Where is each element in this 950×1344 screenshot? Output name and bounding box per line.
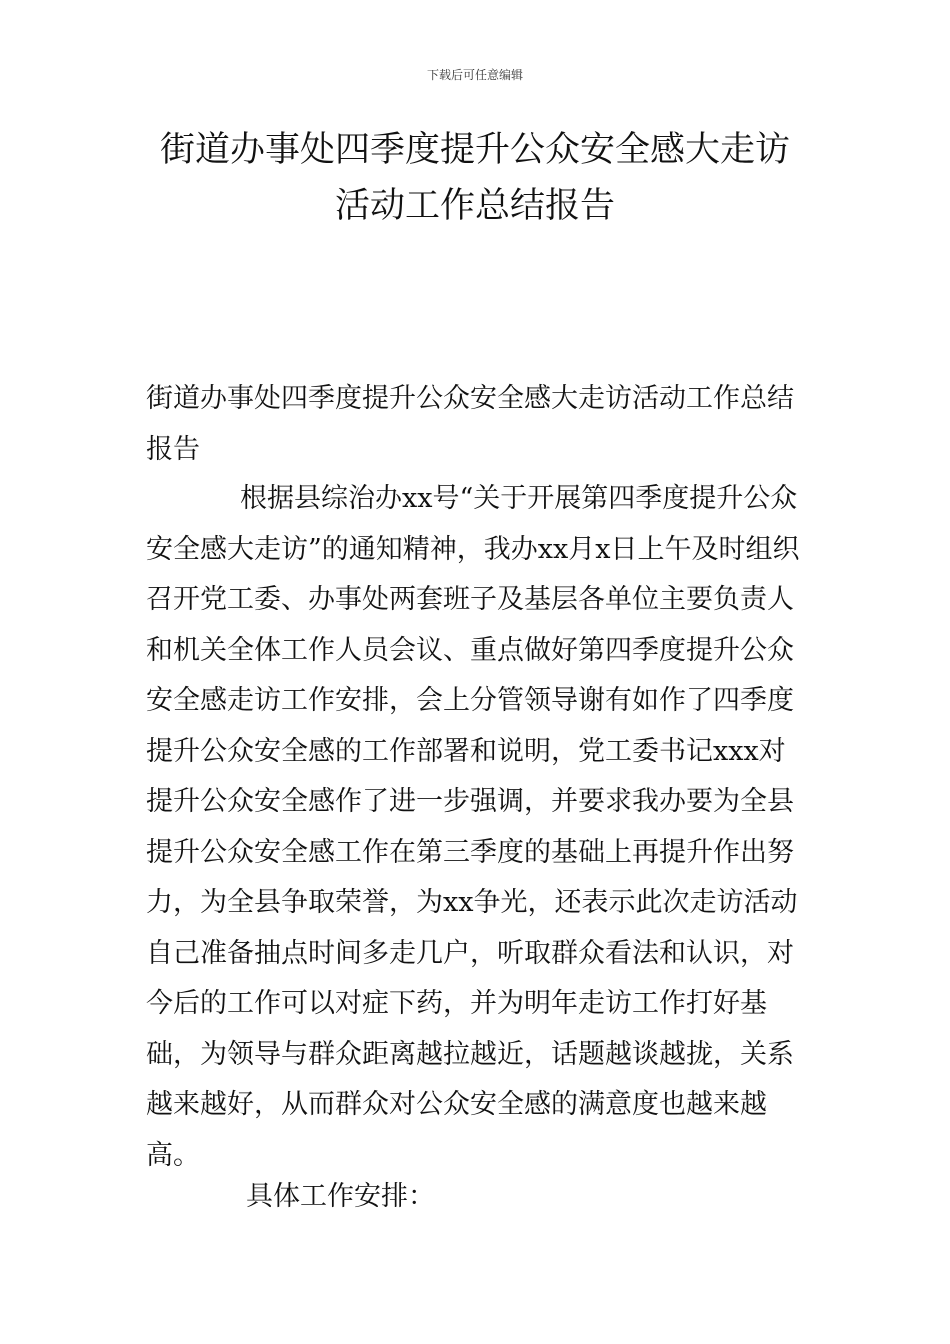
header-note: 下载后可任意编辑	[426, 68, 523, 82]
repeated-title-paragraph: 街道办事处四季度提升公众安全感大走访活动工作总结报告	[146, 383, 794, 465]
document-title: 街道办事处四季度提升公众安全感大走访活动工作总结报告	[159, 130, 790, 226]
section-subheading: 具体工作安排：	[246, 1181, 435, 1212]
main-paragraph: 根据县综治办xx号“关于开展第四季度提升公众安全感大走访”的通知精神，我办xx月x日上午及时组织召开党工委、办事处两套班子及基层各单位主要负责人和机关全体工作人员会议、重点做好第四季度提升公众安全感走访工作安排，会上分管领导谢有如作了四季度提升公众安全感的工作部署和说明，党工委书记xxx对提升公众安全感作了进一步强调，并要求我办要为全县提升公众安全感工作在第三季度的基础上再提升作出努力，为全县争取荣誉，为xx争光，还表示此次走访活动自己准备抽点时间多走几户，听取群众看法和认识，对今后的工作可以对症下药，并为明年走访工作打好基础，为领导与群众距离越拉越近，话题越谈越拢，关系越来越好，从而群众对公众安全感的满意度也越来越高。	[146, 483, 800, 1171]
